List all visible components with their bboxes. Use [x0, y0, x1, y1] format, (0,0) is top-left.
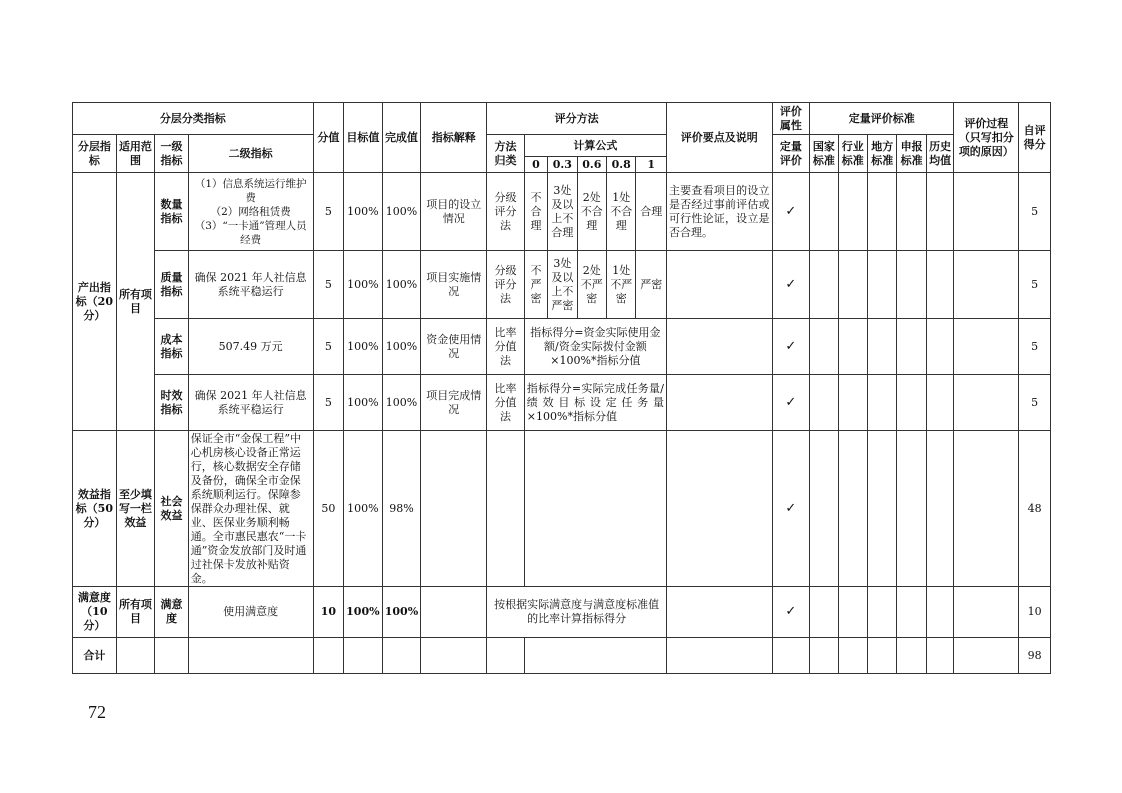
- declared-cell: [897, 173, 926, 251]
- formula-f1: 合理: [636, 173, 667, 251]
- header-f08: 0.8: [607, 157, 636, 173]
- header-explanation: 指标解释: [421, 103, 487, 173]
- key-points-cell: [666, 251, 772, 319]
- target-cell: 100%: [344, 431, 383, 587]
- process-cell: [954, 431, 1019, 587]
- self-score-cell: 5: [1019, 173, 1051, 251]
- table-row: [73, 319, 1051, 375]
- self-score-cell: 48: [1019, 431, 1051, 587]
- target-cell: 100%: [344, 375, 383, 431]
- key-points-cell: [666, 431, 772, 587]
- method-cell: [487, 431, 525, 587]
- header-f06: 0.6: [577, 157, 606, 173]
- explanation-cell: 项目完成情况: [421, 375, 487, 431]
- header-level2: 二级指标: [188, 135, 313, 173]
- header-row-2: [73, 135, 1051, 157]
- self-score-cell: 5: [1019, 375, 1051, 431]
- local-cell: [867, 587, 896, 638]
- explanation-cell: 项目的设立情况: [421, 173, 487, 251]
- industry-cell: [838, 173, 867, 251]
- history-cell: [926, 431, 953, 587]
- header-national: 国家标准: [810, 135, 838, 173]
- formula-cell: 指标得分=实际完成任务量/绩效目标设定任务量×100%*指标分值: [524, 375, 666, 431]
- score-cell: 5: [313, 375, 343, 431]
- done-cell: 100%: [382, 319, 421, 375]
- process-cell: [954, 375, 1019, 431]
- empty-cell: [666, 638, 772, 674]
- header-scope: 适用范围: [116, 135, 155, 173]
- formula-f08: 1处不合理: [607, 173, 636, 251]
- explanation-cell: [421, 431, 487, 587]
- declared-cell: [897, 431, 926, 587]
- header-row-1: [73, 103, 1051, 135]
- done-cell: 100%: [382, 173, 421, 251]
- industry-cell: [838, 319, 867, 375]
- header-process: 评价过程（只写扣分项的原因）: [954, 103, 1019, 173]
- history-cell: [926, 587, 953, 638]
- level2-line: （2）网络租赁费: [210, 205, 291, 218]
- empty-cell: [524, 638, 666, 674]
- declared-cell: [897, 319, 926, 375]
- done-cell: 100%: [382, 375, 421, 431]
- level1-cell: 时效指标: [155, 375, 189, 431]
- local-cell: [867, 173, 896, 251]
- level2-cell: [188, 173, 313, 251]
- header-self-score: 自评得分: [1019, 103, 1051, 173]
- score-cell: 5: [313, 319, 343, 375]
- header-local: 地方标准: [867, 135, 896, 173]
- evaluation-table: [72, 102, 1051, 674]
- level2-cell: 确保 2021 年人社信息系统平稳运行: [188, 251, 313, 319]
- history-cell: [926, 251, 953, 319]
- national-cell: [810, 251, 838, 319]
- table-row: [73, 173, 1051, 251]
- formula-f0: 不合理: [524, 173, 547, 251]
- formula-f08: 1处不严密: [607, 251, 636, 319]
- industry-cell: [838, 375, 867, 431]
- empty-cell: [313, 638, 343, 674]
- empty-cell: [772, 638, 810, 674]
- score-cell: 50: [313, 431, 343, 587]
- method-cell: 分级评分法: [487, 251, 525, 319]
- explanation-cell: 资金使用情况: [421, 319, 487, 375]
- table-row: [73, 375, 1051, 431]
- level2-cell: 507.49 万元: [188, 319, 313, 375]
- output-scope: 所有项目: [116, 173, 155, 431]
- score-cell: 10: [313, 587, 343, 638]
- local-cell: [867, 251, 896, 319]
- level2-cell: 保证全市“金保工程”中心机房核心设备正常运行，核心数据安全存储及备份，确保全市金保系统顺利运行。保障参保群众办理社保、就业、医保业务顺利畅通。全市惠民惠农“一卡通”资金发放部门及时通过社保卡发放补贴资金。: [188, 431, 313, 587]
- page-number: 72: [88, 702, 106, 722]
- target-cell: 100%: [344, 251, 383, 319]
- industry-cell: [838, 587, 867, 638]
- total-label: 合计: [73, 638, 117, 674]
- check-icon: ✓: [772, 587, 810, 638]
- header-target: 目标值: [344, 103, 383, 173]
- formula-f0: 不严密: [524, 251, 547, 319]
- done-cell: 100%: [382, 251, 421, 319]
- method-cell: 比率分值法: [487, 319, 525, 375]
- header-score: 分值: [313, 103, 343, 173]
- explanation-cell: [421, 587, 487, 638]
- formula-f06: 2处不严密: [577, 251, 606, 319]
- national-cell: [810, 173, 838, 251]
- level2-line: （3）“一卡通”管理人员经费: [194, 219, 307, 246]
- header-scoring-method: 评分方法: [487, 103, 667, 135]
- header-formula: 计算公式: [524, 135, 666, 157]
- check-icon: ✓: [772, 431, 810, 587]
- benefit-category: 效益指标（50分）: [73, 431, 117, 587]
- empty-cell: [487, 638, 525, 674]
- local-cell: [867, 375, 896, 431]
- level1-cell: 满意度: [155, 587, 189, 638]
- empty-cell: [897, 638, 926, 674]
- total-self-score: 98: [1019, 638, 1051, 674]
- process-cell: [954, 173, 1019, 251]
- header-quant-std: 定量评价标准: [810, 103, 954, 135]
- header-method-class: 方法归类: [487, 135, 525, 173]
- declared-cell: [897, 375, 926, 431]
- national-cell: [810, 375, 838, 431]
- local-cell: [867, 431, 896, 587]
- empty-cell: [188, 638, 313, 674]
- header-f03: 0.3: [548, 157, 577, 173]
- empty-cell: [155, 638, 189, 674]
- check-icon: ✓: [772, 375, 810, 431]
- table-row: [73, 587, 1051, 638]
- output-category: 产出指标（20分）: [73, 173, 117, 431]
- process-cell: [954, 587, 1019, 638]
- explanation-cell: 项目实施情况: [421, 251, 487, 319]
- level1-cell: 质量指标: [155, 251, 189, 319]
- formula-f03: 3处及以上不合理: [548, 173, 577, 251]
- method-cell: 比率分值法: [487, 375, 525, 431]
- header-declared: 申报标准: [897, 135, 926, 173]
- check-icon: ✓: [772, 251, 810, 319]
- target-cell: 100%: [344, 319, 383, 375]
- empty-cell: [810, 638, 838, 674]
- header-f1: 1: [636, 157, 667, 173]
- declared-cell: [897, 251, 926, 319]
- header-quant-eval: 定量评价: [772, 135, 810, 173]
- header-completed: 完成值: [382, 103, 421, 173]
- national-cell: [810, 319, 838, 375]
- level1-cell: 成本指标: [155, 319, 189, 375]
- header-eval-attr: 评价属性: [772, 103, 810, 135]
- satisfaction-category: 满意度（10分）: [73, 587, 117, 638]
- key-points-cell: 主要查看项目的设立是否经过事前评估或可行性论证，设立是否合理。: [666, 173, 772, 251]
- process-cell: [954, 319, 1019, 375]
- empty-cell: [421, 638, 487, 674]
- key-points-cell: [666, 587, 772, 638]
- formula-cell: 按根据实际满意度与满意度标准值的比率计算指标得分: [487, 587, 667, 638]
- national-cell: [810, 431, 838, 587]
- level2-cell: 使用满意度: [188, 587, 313, 638]
- table-row: [73, 251, 1051, 319]
- formula-f06: 2处不合理: [577, 173, 606, 251]
- level1-cell: 社会效益: [155, 431, 189, 587]
- empty-cell: [838, 638, 867, 674]
- target-cell: 100%: [344, 587, 383, 638]
- level1-cell: 数量指标: [155, 173, 189, 251]
- history-cell: [926, 173, 953, 251]
- empty-cell: [382, 638, 421, 674]
- benefit-scope: 至少填写一栏效益: [116, 431, 155, 587]
- header-layer-indicators: 分层分类指标: [73, 103, 314, 135]
- history-cell: [926, 375, 953, 431]
- history-cell: [926, 319, 953, 375]
- method-cell: 分级评分法: [487, 173, 525, 251]
- empty-cell: [116, 638, 155, 674]
- target-cell: 100%: [344, 173, 383, 251]
- process-cell: [954, 251, 1019, 319]
- score-cell: 5: [313, 251, 343, 319]
- level2-cell: 确保 2021 年人社信息系统平稳运行: [188, 375, 313, 431]
- empty-cell: [926, 638, 953, 674]
- header-industry: 行业标准: [838, 135, 867, 173]
- formula-f03: 3处及以上不严密: [548, 251, 577, 319]
- satisfaction-scope: 所有项目: [116, 587, 155, 638]
- national-cell: [810, 587, 838, 638]
- check-icon: ✓: [772, 173, 810, 251]
- header-key-points: 评价要点及说明: [666, 103, 772, 173]
- industry-cell: [838, 431, 867, 587]
- formula-cell: 指标得分=资金实际使用金额/资金实际拨付金额×100%*指标分值: [524, 319, 666, 375]
- empty-cell: [954, 638, 1019, 674]
- key-points-cell: [666, 319, 772, 375]
- empty-cell: [344, 638, 383, 674]
- header-f0: 0: [524, 157, 547, 173]
- header-history: 历史均值: [926, 135, 953, 173]
- industry-cell: [838, 251, 867, 319]
- level2-line: （1）信息系统运行维护费: [194, 177, 307, 204]
- header-layer-ind: 分层指标: [73, 135, 117, 173]
- total-row: [73, 638, 1051, 674]
- formula-f1: 严密: [636, 251, 667, 319]
- self-score-cell: 5: [1019, 251, 1051, 319]
- header-level1: 一级指标: [155, 135, 189, 173]
- formula-cell: [524, 431, 666, 587]
- self-score-cell: 5: [1019, 319, 1051, 375]
- local-cell: [867, 319, 896, 375]
- check-icon: ✓: [772, 319, 810, 375]
- self-score-cell: 10: [1019, 587, 1051, 638]
- key-points-cell: [666, 375, 772, 431]
- done-cell: 100%: [382, 587, 421, 638]
- empty-cell: [867, 638, 896, 674]
- declared-cell: [897, 587, 926, 638]
- score-cell: 5: [313, 173, 343, 251]
- table-row: [73, 431, 1051, 587]
- done-cell: 98%: [382, 431, 421, 587]
